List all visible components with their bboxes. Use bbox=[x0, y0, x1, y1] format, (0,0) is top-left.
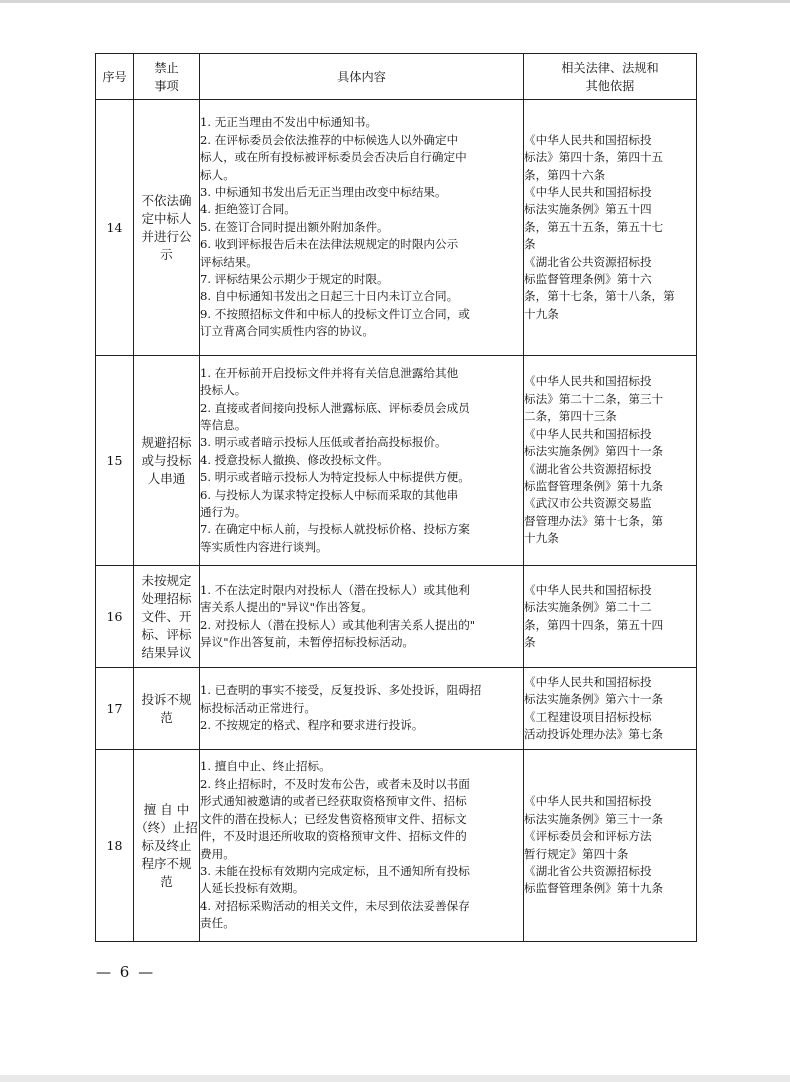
row-content-line: 文件的潜在投标人；已经发售资格预审文件、招标文 bbox=[200, 811, 467, 826]
row-content-line: 异议"作出答复前，未暂停招标投标活动。 bbox=[200, 634, 415, 649]
row-content-line: 2. 不按规定的格式、程序和要求进行投诉。 bbox=[200, 718, 424, 733]
row-legal-basis-line: 《中华人民共和国招标投 bbox=[524, 794, 652, 809]
row-content-line: 投标人。 bbox=[200, 383, 247, 398]
page-number: — 6 — bbox=[96, 963, 156, 981]
row-legal-basis-line: 条 bbox=[524, 634, 536, 649]
row-prohibited-item-line: 标、评标 bbox=[141, 626, 192, 642]
row-content-line: 人延长投标有效期。 bbox=[200, 881, 305, 896]
row-content-line: 通行为。 bbox=[200, 505, 247, 520]
row-content bbox=[200, 356, 524, 566]
row-content-line: 等实质性内容进行谈判。 bbox=[200, 539, 328, 554]
row-content-line: 6. 与投标人为谋求特定投标人中标而采取的其他串 bbox=[200, 487, 459, 502]
row-content-line: 1. 无正当理由不发出中标通知书。 bbox=[200, 115, 378, 130]
header-seq: 序号 bbox=[96, 54, 134, 100]
row-legal-basis-line: 《中华人民共和国招标投 bbox=[524, 582, 652, 597]
row-legal-basis-line: 十九条 bbox=[524, 531, 559, 546]
row-legal-basis-line: 标法实施条例》第三十一条 bbox=[524, 811, 664, 826]
table-row bbox=[96, 356, 697, 566]
row-legal-basis bbox=[524, 750, 697, 942]
table-row bbox=[96, 668, 697, 750]
bottom-border bbox=[0, 1075, 790, 1082]
row-legal-basis-line: 《湖北省公共资源招标投 bbox=[524, 461, 652, 476]
row-content bbox=[200, 750, 524, 942]
row-legal-basis-line: 条，第四十六条 bbox=[524, 167, 606, 182]
row-content-line: 2. 直接或者间接向投标人泄露标底、评标委员会成员 bbox=[200, 400, 470, 415]
row-content bbox=[200, 100, 524, 356]
row-seq: 16 bbox=[96, 566, 134, 668]
row-legal-basis bbox=[524, 566, 697, 668]
row-content-line: 4. 授意投标人撤换、修改投标文件。 bbox=[200, 452, 389, 467]
row-prohibited-item-line: 并进行公 bbox=[141, 228, 192, 244]
row-content-line: 1. 在开标前开启投标文件并将有关信息泄露给其他 bbox=[200, 365, 459, 380]
row-legal-basis-line: 条 bbox=[524, 237, 536, 252]
row-prohibited-item bbox=[134, 100, 200, 356]
row-content-line: 责任。 bbox=[200, 916, 235, 931]
row-legal-basis bbox=[524, 100, 697, 356]
row-prohibited-item-line: 擅 自 中 bbox=[143, 801, 190, 817]
row-content-line: 1. 擅自中止、终止招标。 bbox=[200, 759, 331, 774]
row-legal-basis-line: 《中华人民共和国招标投 bbox=[524, 374, 652, 389]
row-content bbox=[200, 566, 524, 668]
row-prohibited-item-line: 人串通 bbox=[147, 470, 186, 486]
row-legal-basis bbox=[524, 668, 697, 750]
row-content-line: 5. 明示或者暗示投标人为特定投标人中标提供方便。 bbox=[200, 470, 470, 485]
row-content-line: 4. 对招标采购活动的相关文件，未尽到依法妥善保存 bbox=[200, 898, 470, 913]
row-prohibited-item-line: 示 bbox=[160, 246, 173, 262]
row-legal-basis-line: 督管理办法》第十七条，第 bbox=[524, 513, 664, 528]
row-prohibited-item-line: 结果异议 bbox=[141, 644, 192, 660]
row-prohibited-item-line: 范 bbox=[160, 709, 173, 725]
row-legal-basis-line: 条，第十七条，第十八条，第 bbox=[524, 289, 675, 304]
row-legal-basis-line: 《中华人民共和国招标投 bbox=[524, 184, 652, 199]
row-content-line: 3. 明示或者暗示投标人压低或者抬高投标报价。 bbox=[200, 435, 447, 450]
row-content-line: 5. 在签订合同时提出额外附加条件。 bbox=[200, 219, 389, 234]
header-item: 禁止 事项 bbox=[134, 54, 200, 100]
row-legal-basis-line: 条，第四十四条，第五十四 bbox=[524, 617, 664, 632]
table-header-row bbox=[96, 54, 697, 100]
row-content-line: 费用。 bbox=[200, 846, 235, 861]
row-prohibited-item-line: 定中标人 bbox=[141, 210, 192, 226]
table-row bbox=[96, 750, 697, 942]
row-prohibited-item-line: 程序不规 bbox=[141, 855, 192, 871]
row-legal-basis-line: 标法实施条例》第五十四 bbox=[524, 202, 652, 217]
top-border bbox=[0, 0, 790, 3]
row-legal-basis-line: 标法实施条例》第六十一条 bbox=[524, 692, 664, 707]
row-prohibited-item-line: 不依法确 bbox=[141, 192, 192, 208]
row-legal-basis-line: 活动投诉处理办法》第七条 bbox=[524, 726, 664, 741]
row-content-line: 标人。 bbox=[200, 167, 235, 182]
row-content-line: 2. 对投标人（潜在投标人）或其他利害关系人提出的" bbox=[200, 617, 476, 632]
row-prohibited-item-line: 标及终止 bbox=[141, 837, 192, 853]
row-content-line: 订立背离合同实质性内容的协议。 bbox=[200, 324, 374, 339]
row-content-line: 1. 已查明的事实不接受，反复投诉、多处投诉，阻碍招 bbox=[200, 683, 482, 698]
row-content-line: 形式通知被邀请的或者已经获取资格预审文件、招标 bbox=[200, 794, 467, 809]
row-legal-basis-line: 《武汉市公共资源交易监 bbox=[524, 496, 652, 511]
row-content-line: 7. 评标结果公示期少于规定的时限。 bbox=[200, 272, 389, 287]
row-content-line: 害关系人提出的"异议"作出答复。 bbox=[200, 600, 373, 615]
row-prohibited-item bbox=[134, 750, 200, 942]
row-content bbox=[200, 668, 524, 750]
row-content-line: 3. 未能在投标有效期内完成定标，且不通知所有投标 bbox=[200, 863, 470, 878]
row-legal-basis-line: 标监督管理条例》第十六 bbox=[524, 272, 652, 287]
prohibited-items-table bbox=[95, 53, 697, 942]
row-legal-basis bbox=[524, 356, 697, 566]
header-law: 相关法律、法规和 其他依据 bbox=[524, 54, 697, 100]
row-legal-basis-line: 《中华人民共和国招标投 bbox=[524, 132, 652, 147]
row-prohibited-item-line: 投诉不规 bbox=[141, 691, 192, 707]
row-legal-basis-line: 《中华人民共和国招标投 bbox=[524, 674, 652, 689]
row-prohibited-item bbox=[134, 356, 200, 566]
row-legal-basis-line: 《工程建设项目招标投标 bbox=[524, 709, 652, 724]
row-legal-basis-line: 标法实施条例》第四十一条 bbox=[524, 444, 664, 459]
row-legal-basis-line: 十九条 bbox=[524, 306, 559, 321]
table-row bbox=[96, 100, 697, 356]
row-legal-basis-line: 《湖北省公共资源招标投 bbox=[524, 863, 652, 878]
row-prohibited-item-line: 或与投标 bbox=[141, 452, 192, 468]
row-content-line: 2. 在评标委员会依法推荐的中标候选人以外确定中 bbox=[200, 132, 459, 147]
row-content-line: 2. 终止招标时，不及时发布公告，或者未及时以书面 bbox=[200, 776, 470, 791]
row-legal-basis-line: 标法》第二十二条，第三十 bbox=[524, 391, 664, 406]
row-legal-basis-line: 《评标委员会和评标方法 bbox=[524, 829, 652, 844]
row-legal-basis-line: 《中华人民共和国招标投 bbox=[524, 426, 652, 441]
row-content-line: 件，不及时退还所收取的资格预审文件、招标文件的 bbox=[200, 829, 467, 844]
row-content-line: 4. 拒绝签订合同。 bbox=[200, 202, 296, 217]
row-prohibited-item-line: 处理招标 bbox=[141, 590, 192, 606]
row-legal-basis-line: 标法》第四十条，第四十五 bbox=[524, 150, 664, 165]
row-legal-basis-line: 暂行规定》第四十条 bbox=[524, 846, 629, 861]
row-content-line: 1. 不在法定时限内对投标人（潜在投标人）或其他利 bbox=[200, 582, 470, 597]
row-content-line: 8. 自中标通知书发出之日起三十日内未订立合同。 bbox=[200, 289, 459, 304]
row-content-line: 标人，或在所有投标被评标委员会否决后自行确定中 bbox=[200, 150, 467, 165]
row-content-line: 6. 收到评标报告后未在法律法规规定的时限内公示 bbox=[200, 237, 459, 252]
row-prohibited-item bbox=[134, 668, 200, 750]
row-prohibited-item-line: 范 bbox=[160, 873, 173, 889]
row-seq: 14 bbox=[96, 100, 134, 356]
row-legal-basis-line: 二条，第四十三条 bbox=[524, 409, 617, 424]
row-content-line: 7. 在确定中标人前，与投标人就投标价格、投标方案 bbox=[200, 522, 470, 537]
row-legal-basis-line: 条，第五十五条，第五十七 bbox=[524, 219, 664, 234]
row-prohibited-item-line: 规避招标 bbox=[141, 434, 192, 450]
row-content-line: 9. 不按照招标文件和中标人的投标文件订立合同，或 bbox=[200, 306, 470, 321]
row-legal-basis-line: 标法实施条例》第二十二 bbox=[524, 600, 652, 615]
table-row bbox=[96, 566, 697, 668]
row-content-line: 评标结果。 bbox=[200, 254, 258, 269]
row-seq: 15 bbox=[96, 356, 134, 566]
row-seq: 17 bbox=[96, 668, 134, 750]
row-content-line: 3. 中标通知书发出后无正当理由改变中标结果。 bbox=[200, 184, 447, 199]
header-content: 具体内容 bbox=[200, 54, 524, 100]
row-prohibited-item-line: 未按规定 bbox=[141, 572, 192, 588]
row-prohibited-item-line: （终）止招 bbox=[135, 819, 198, 835]
row-legal-basis-line: 标监督管理条例》第十九条 bbox=[524, 478, 664, 493]
row-content-line: 等信息。 bbox=[200, 417, 247, 432]
row-prohibited-item-line: 文件、开 bbox=[141, 608, 192, 624]
row-legal-basis-line: 标监督管理条例》第十九条 bbox=[524, 881, 664, 896]
row-content-line: 标投标活动正常进行。 bbox=[200, 700, 316, 715]
row-legal-basis-line: 《湖北省公共资源招标投 bbox=[524, 254, 652, 269]
row-seq: 18 bbox=[96, 750, 134, 942]
row-prohibited-item bbox=[134, 566, 200, 668]
